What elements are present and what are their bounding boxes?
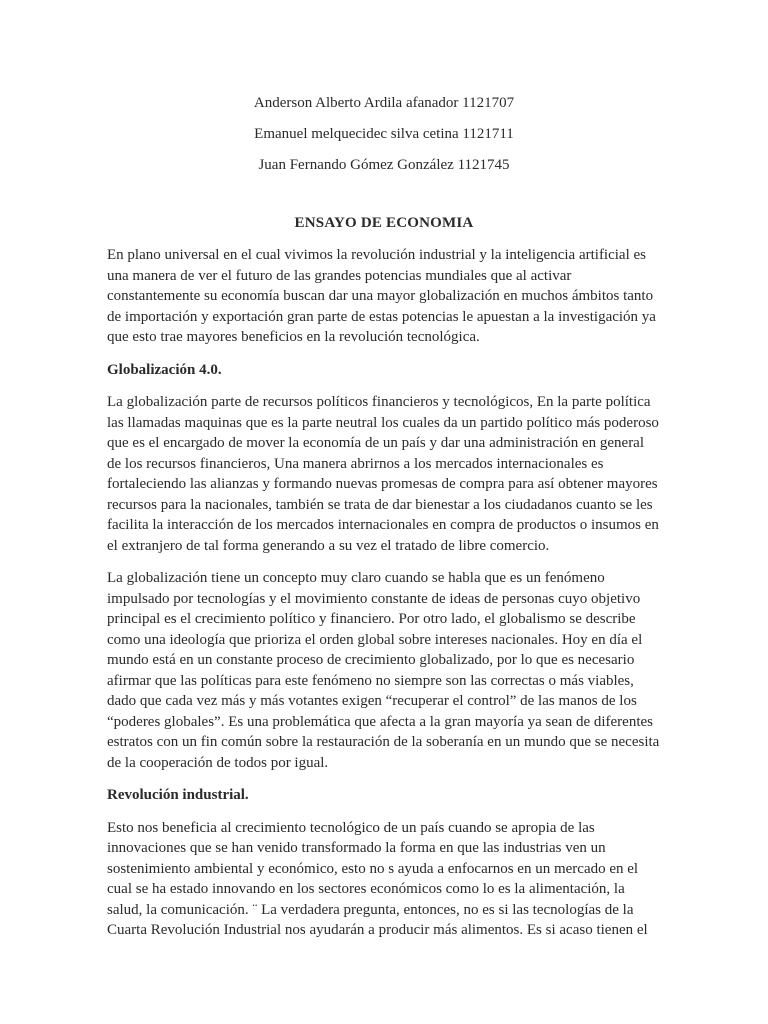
text-line: La globalización parte de recursos políticos financieros y tecnológicos, En la parte política [107,394,651,410]
text-line: “poderes globales”. Es una problemática que afecta a la gran mayoría ya sean de diferentes [107,713,653,730]
text-line: de la cooperación de todos por igual. [107,754,329,771]
text-line: que es el encargado de mover la economía de un país y dar una administración en general [107,435,645,451]
author-line: Emanuel melquecidec silva cetina 1121711 [254,126,514,142]
section-heading-globalizacion: Globalización 4.0. [107,361,222,378]
text-line: recursos para la nacionales, también se trata de dar bienestar a los ciudadanos cuanto se les [107,496,653,513]
text-line: salud, la comunicación. ¨ La verdadera pregunta, entonces, no es si las tecnologías de la [107,901,634,918]
text-line: sostenimiento ambiental y económico, esto no s ayuda a enfocarnos en un mercado en el [107,860,639,877]
text-line: una manera de ver el futuro de las grandes potencias mundiales que al activar [107,267,572,284]
text-line: innovaciones que se han venido transformado la forma en que las industrias ven un [107,840,606,856]
author-line: Anderson Alberto Ardila afanador 1121707 [253,95,515,111]
section-heading-revolucion-industrial: Revolución industrial. [107,787,249,803]
text-line: cual se ha estado innovando en los sectores económicos como lo es la alimentación, la [107,881,625,897]
text-line: las llamadas maquinas que es la parte neutral los cuales da un partido político más poderoso [107,414,659,431]
intro-paragraph [107,245,667,348]
section2-paragraph-1 [107,818,667,941]
text-line: constantemente su economía buscan dar una mayor globalización en muchos ámbitos tanto [107,288,654,304]
text-line: impulsado por tecnologías y el movimiento constante de ideas de personas cuyo objetivo [107,590,641,607]
text-line: afirmar que las políticas para este fenómeno no siempre son las correctas o más viables, [107,672,634,689]
text-line: de importación y exportación gran parte de estas potencias le apuestan a la investigación ya [107,308,656,325]
text-line: Esto nos beneficia al crecimiento tecnológico de un país cuando se apropia de las [107,819,595,836]
section1-paragraph-2 [107,568,667,773]
section1-paragraph-1 [107,392,667,556]
text-line: La globalización tiene un concepto muy claro cuando se habla que es un fenómeno [107,570,605,586]
text-line: En plano universal en el cual vivimos la revolución industrial y la inteligencia artificial es [107,247,646,263]
text-line: mundo está en un constante proceso de crecimiento globalizado, por lo que es necesario [107,652,635,668]
document-title: ENSAYO DE ECONOMIA [294,215,474,231]
text-line: el extranjero de tal forma generando a su vez el tratado de libre comercio. [107,537,550,554]
text-line: principal es el crecimiento político y financiero. Por otro lado, el globalismo se describe [107,611,636,627]
text-line: Cuarta Revolución Industrial nos ayudarán a producir más alimentos. Es si acaso tienen el [107,922,648,938]
text-line: facilita la interacción de los mercados internacionales en compra de productos o insumos en [107,517,659,533]
author-line: Juan Fernando Gómez González 1121745 [258,157,510,173]
document-body [107,245,667,953]
text-line: estratos con un fin común sobre la restauración de la soberanía en un mundo que se necesita [107,734,660,750]
text-line: dado que cada vez más y más votantes exigen “recuperar el control” de las manos de los [107,693,637,709]
text-line: como una ideología que prioriza el orden global sobre intereses nacionales. Hoy en día el [107,631,643,648]
text-line: de los recursos financieros, Una manera abrirnos a los mercados internacionales es [107,455,604,472]
author-list [0,88,768,181]
text-line: fortaleciendo las alianzas y formando nuevas promesas de compra para así obtener mayores [107,476,658,492]
text-line: que esto trae mayores beneficios en la revolución tecnológica. [107,329,480,345]
